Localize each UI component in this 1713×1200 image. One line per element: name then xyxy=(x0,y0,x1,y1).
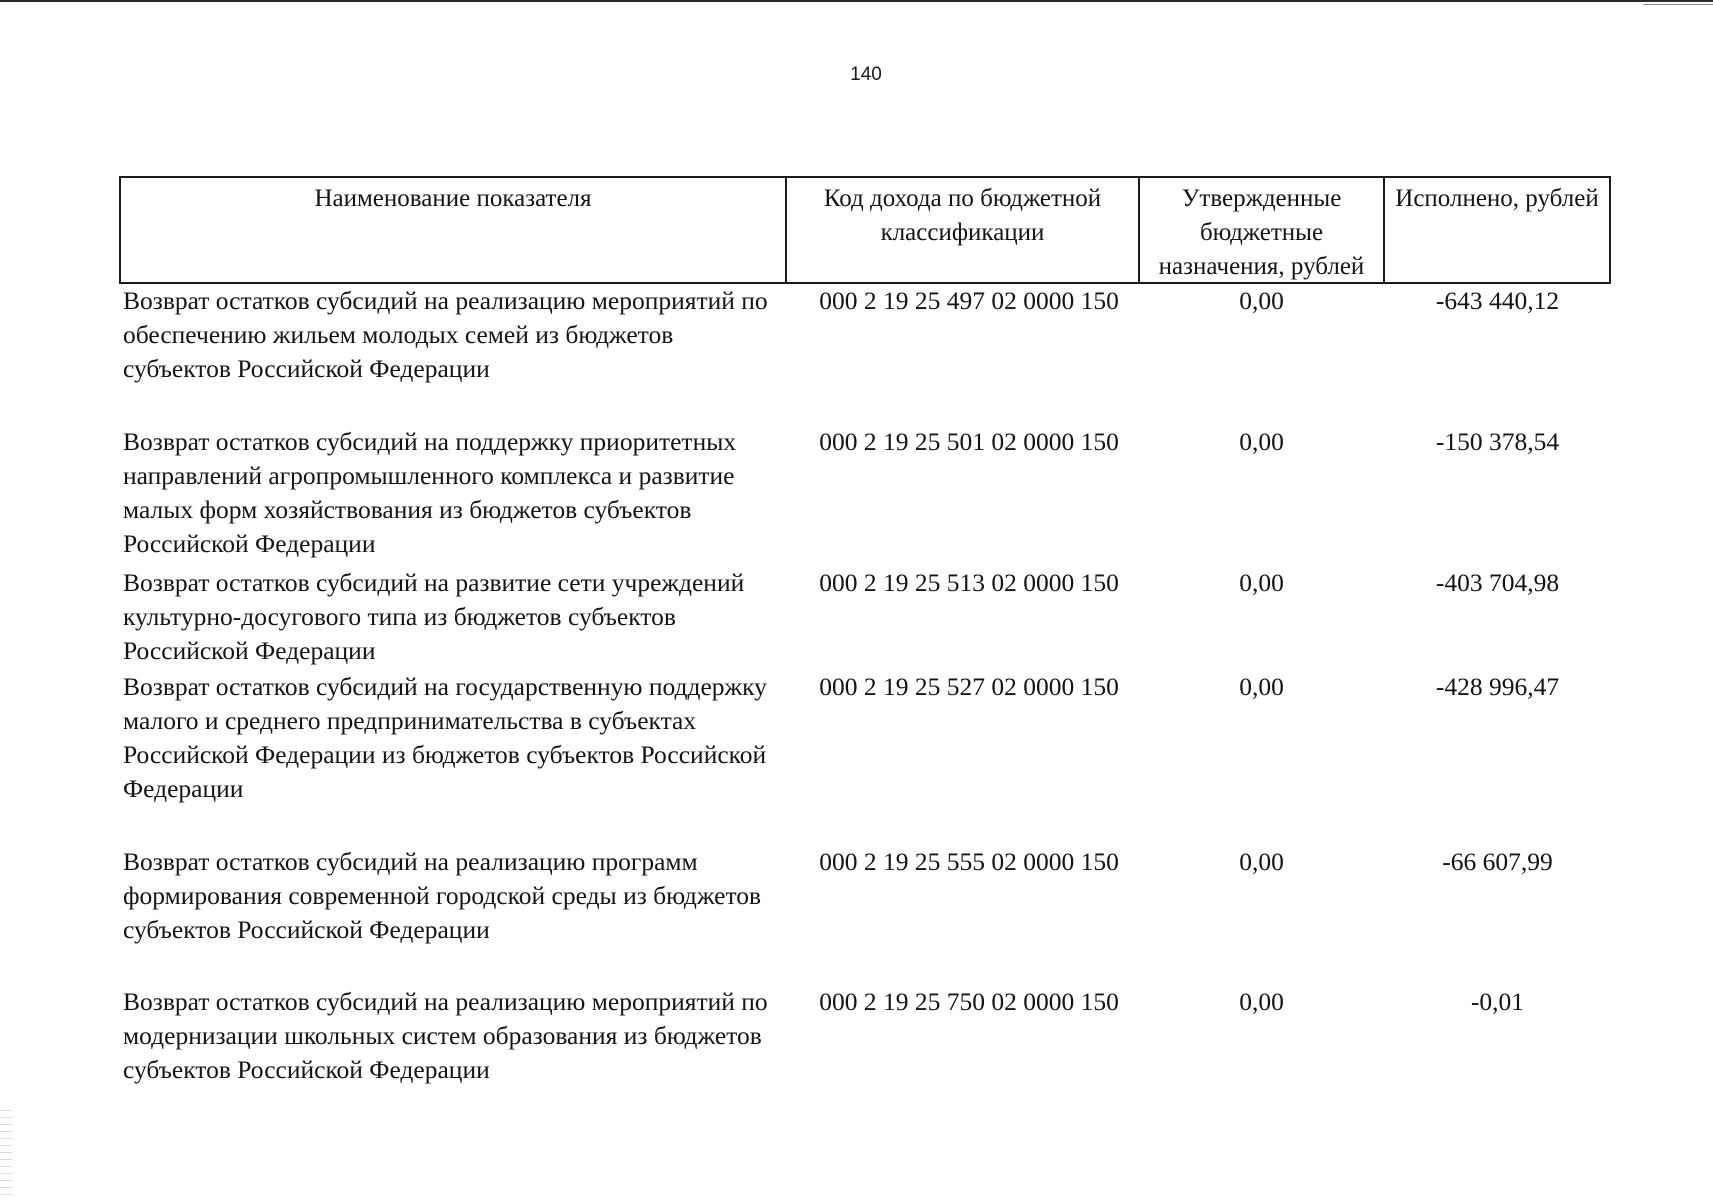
row-code: 000 2 19 25 497 02 0000 150 xyxy=(819,286,1119,315)
header-code: Код дохода по бюджетной классификации xyxy=(787,178,1140,282)
row-code: 000 2 19 25 555 02 0000 150 xyxy=(819,847,1119,876)
row-code: 000 2 19 25 527 02 0000 150 xyxy=(819,672,1119,701)
row-done: -0,01 xyxy=(1470,987,1525,1016)
row-name: Возврат остатков субсидий на реализацию мероприятий по обеспечению жильем молодых семей из бюджетов субъектов Российской Федерации xyxy=(123,286,768,383)
header-name: Наименование показателя xyxy=(121,178,787,282)
row-name: Возврат остатков субсидий на реализацию мероприятий по модернизации школьных систем образования из бюджетов субъектов Российской Федерации xyxy=(123,987,768,1084)
row-plan: 0,00 xyxy=(1239,568,1284,597)
row-plan: 0,00 xyxy=(1239,987,1284,1016)
row-code: 000 2 19 25 501 02 0000 150 xyxy=(819,427,1119,456)
header-done: Исполнено, рублей xyxy=(1395,185,1599,212)
row-plan: 0,00 xyxy=(1239,847,1284,876)
row-done: -643 440,12 xyxy=(1435,286,1560,315)
row-name: Возврат остатков субсидий на поддержку приоритетных направлений агропромышленного комплекса и развитие малых форм хозяйствования из бюджетов субъектов Российской Федерации xyxy=(123,427,737,558)
page-number: 140 xyxy=(850,64,882,85)
row-name: Возврат остатков субсидий на реализацию программ формирования современной городской среды из бюджетов субъектов Российской Федерации xyxy=(123,847,762,944)
row-done: -150 378,54 xyxy=(1435,427,1560,456)
scan-top-right-edge xyxy=(1643,4,1713,5)
row-name: Возврат остатков субсидий на государственную поддержку малого и среднего предпринимательства в субъектах Российской Федерации из бюджетов субъектов Российской Федерации xyxy=(123,672,767,803)
row-name: Возврат остатков субсидий на развитие сети учреждений культурно-досугового типа из бюджетов субъектов Российской Федерации xyxy=(123,568,745,665)
row-done: -428 996,47 xyxy=(1435,672,1560,701)
row-plan: 0,00 xyxy=(1239,427,1284,456)
header-plan: Утвержденные бюджетные назначения, рублей xyxy=(1140,178,1385,282)
table-header xyxy=(119,176,1611,284)
row-done: -403 704,98 xyxy=(1435,568,1560,597)
row-code: 000 2 19 25 513 02 0000 150 xyxy=(819,568,1119,597)
row-done: -66 607,99 xyxy=(1442,847,1553,876)
row-plan: 0,00 xyxy=(1239,286,1284,315)
row-plan: 0,00 xyxy=(1239,672,1284,701)
row-code: 000 2 19 25 750 02 0000 150 xyxy=(819,987,1119,1016)
scan-top-edge xyxy=(0,0,1713,2)
scan-noise xyxy=(0,1110,12,1200)
